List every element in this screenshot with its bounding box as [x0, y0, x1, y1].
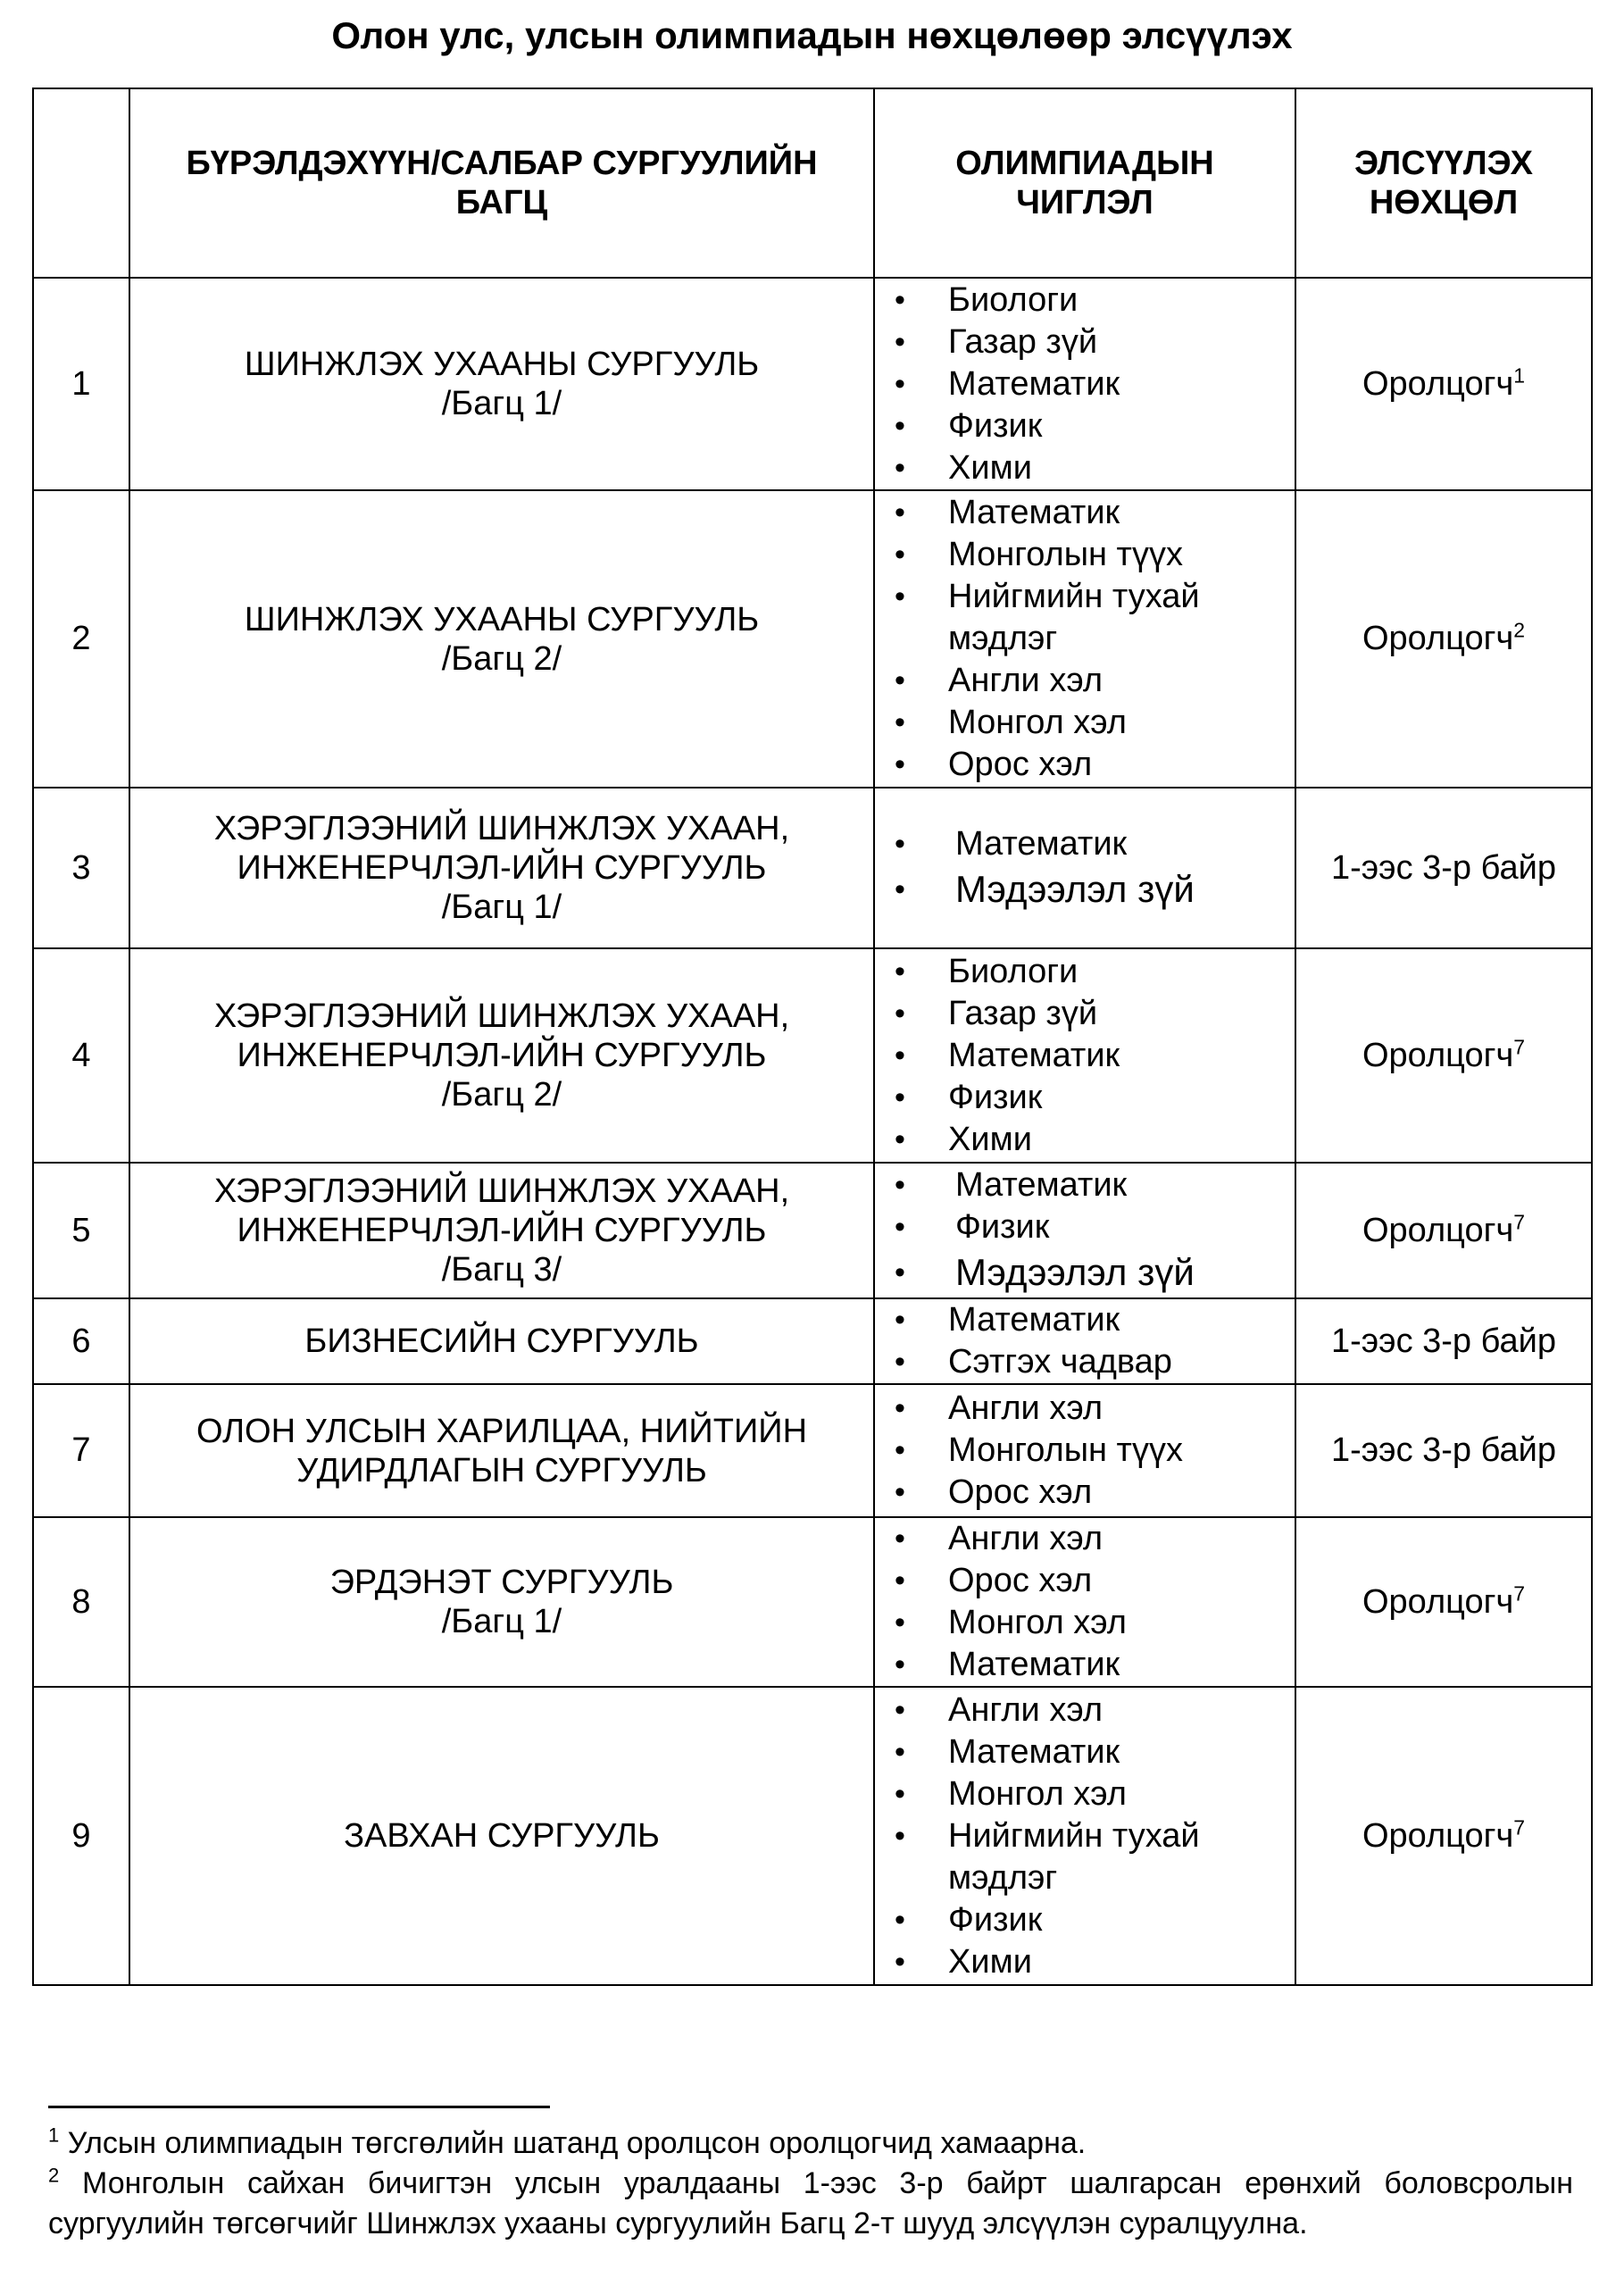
footnote-ref: 7	[1513, 1815, 1526, 1839]
header-condition	[1295, 88, 1592, 278]
subjects-cell	[874, 948, 1295, 1163]
condition-text: 1-ээс 3-р байр	[1331, 1322, 1556, 1360]
header-condition-line: НӨХЦӨЛ	[1369, 184, 1519, 221]
table-row	[33, 948, 1592, 1163]
subject-item: • Орос хэл	[875, 1472, 1295, 1514]
school-name-line: /Багц 2/	[441, 1076, 562, 1114]
condition-cell	[1295, 1384, 1592, 1517]
school-name-line: ХЭРЭГЛЭЭНИЙ ШИНЖЛЭХ УХААН,	[213, 810, 790, 847]
table-row	[33, 1298, 1592, 1384]
page-title: Олон улс, улсын олимпиадын нөхцөлөөр элсүүлэх	[331, 14, 1293, 56]
row-number: 6	[33, 1298, 129, 1384]
condition-cell	[1295, 1687, 1592, 1985]
header-subjects-line: ОЛИМПИАДЫН	[955, 145, 1214, 182]
subjects-cell	[874, 490, 1295, 788]
subject-list	[875, 1299, 1295, 1383]
subject-item: • Монголын түүх	[875, 534, 1295, 576]
subject-list	[875, 279, 1295, 489]
footnote-ref: 7	[1513, 1209, 1526, 1233]
school-name-line: ИНЖЕНЕРЧЛЭЛ-ИЙН СУРГУУЛЬ	[237, 1212, 767, 1249]
footnote-1	[48, 2123, 1573, 2164]
condition-text: Оролцогч	[1362, 1816, 1514, 1855]
school-cell	[129, 1163, 874, 1298]
school-cell	[129, 788, 874, 948]
footnote-ref: 1	[1513, 363, 1526, 387]
table-row	[33, 788, 1592, 948]
condition-text: Оролцогч	[1362, 1582, 1514, 1621]
footnote-mark: 1	[48, 2123, 60, 2147]
condition-cell	[1295, 1517, 1592, 1687]
school-name-line: ИНЖЕНЕРЧЛЭЛ-ИЙН СУРГУУЛЬ	[237, 1037, 767, 1074]
footnote-mark: 2	[48, 2164, 60, 2187]
school-name-line: ОЛОН УЛСЫН ХАРИЛЦАА, НИЙТИЙН	[196, 1412, 808, 1450]
row-number: 2	[33, 490, 129, 788]
condition-text: 1-ээс 3-р байр	[1331, 848, 1556, 887]
condition-text: Оролцогч	[1362, 1036, 1514, 1074]
school-cell	[129, 1517, 874, 1687]
subject-item: • Хими	[875, 447, 1295, 489]
condition-text: Оролцогч	[1362, 620, 1514, 657]
subject-item: • Биологи	[875, 279, 1295, 321]
school-name-line: /Багц 1/	[441, 385, 562, 422]
school-cell	[129, 490, 874, 788]
table-row	[33, 1163, 1592, 1298]
subject-item: • Математик	[875, 823, 1295, 865]
row-number: 1	[33, 278, 129, 490]
subject-item: • Газар зүй	[875, 993, 1295, 1035]
school-name-line: БИЗНЕСИЙН СУРГУУЛЬ	[304, 1322, 699, 1360]
subject-item: • Нийгмийн тухай мэдлэг	[875, 1815, 1295, 1899]
header-number	[33, 88, 129, 278]
subject-item: • Монгол хэл	[875, 1773, 1295, 1815]
school-name-line: ЭРДЭНЭТ СУРГУУЛЬ	[329, 1564, 674, 1601]
subject-item: • Физик	[875, 1899, 1295, 1941]
header-row	[33, 88, 1592, 278]
school-name-line: /Багц 3/	[441, 1251, 562, 1289]
subject-item: • Монголын түүх	[875, 1430, 1295, 1472]
school-name-line: УДИРДЛАГЫН СУРГУУЛЬ	[296, 1451, 707, 1489]
row-number: 4	[33, 948, 129, 1163]
school-name-line: /Багц 2/	[441, 639, 562, 678]
condition-cell	[1295, 278, 1592, 490]
school-name-line: /Багц 1/	[441, 889, 562, 926]
school-name-line: /Багц 1/	[441, 1603, 562, 1640]
subject-item: • Математик	[875, 1731, 1295, 1773]
footnote-divider	[48, 2106, 550, 2108]
subject-item: • Математик	[875, 1164, 1295, 1206]
subject-list	[875, 823, 1295, 914]
subject-list	[875, 1164, 1295, 1297]
subject-item: • Физик	[875, 1077, 1295, 1119]
subjects-cell	[874, 1163, 1295, 1298]
subject-item: • Англи хэл	[875, 660, 1295, 702]
subject-item: • Мэдээлэл зүй	[875, 1248, 1295, 1297]
subject-item: • Нийгмийн тухай мэдлэг	[875, 576, 1295, 660]
subject-item: • Физик	[875, 1206, 1295, 1248]
subjects-cell	[874, 1384, 1295, 1517]
condition-cell	[1295, 1163, 1592, 1298]
footnote-2	[48, 2164, 1573, 2244]
table-row	[33, 490, 1592, 788]
condition-text: Оролцогч	[1362, 364, 1514, 403]
subject-list	[875, 951, 1295, 1161]
row-number: 3	[33, 788, 129, 948]
table-row	[33, 1384, 1592, 1517]
subject-item: • Хими	[875, 1119, 1295, 1161]
subject-item: • Математик	[875, 492, 1295, 534]
subject-item: • Монгол хэл	[875, 1602, 1295, 1644]
subjects-cell	[874, 1298, 1295, 1384]
row-number: 8	[33, 1517, 129, 1687]
school-cell	[129, 948, 874, 1163]
subject-list	[875, 1388, 1295, 1514]
subject-item: • Англи хэл	[875, 1388, 1295, 1430]
school-name-line: ШИНЖЛЭХ УХААНЫ СУРГУУЛЬ	[244, 600, 760, 638]
subject-list	[875, 1689, 1295, 1983]
footnote-ref: 7	[1513, 1581, 1526, 1605]
school-name-line: ШИНЖЛЭХ УХААНЫ СУРГУУЛЬ	[244, 346, 760, 383]
subject-item: • Газар зүй	[875, 321, 1295, 363]
subject-item: • Монгол хэл	[875, 702, 1295, 744]
subject-item: • Математик	[875, 1035, 1295, 1077]
condition-text: Оролцогч	[1362, 1211, 1514, 1249]
school-name-line: ХЭРЭГЛЭЭНИЙ ШИНЖЛЭХ УХААН,	[213, 1172, 790, 1210]
subject-item: • Сэтгэх чадвар	[875, 1341, 1295, 1383]
subject-item: • Математик	[875, 363, 1295, 405]
row-number: 5	[33, 1163, 129, 1298]
school-cell	[129, 1384, 874, 1517]
table-row	[33, 1687, 1592, 1985]
subjects-cell	[874, 1517, 1295, 1687]
header-subjects-line: ЧИГЛЭЛ	[1016, 184, 1153, 221]
header-school	[129, 88, 874, 278]
table-row	[33, 278, 1592, 490]
condition-text: 1-ээс 3-р байр	[1331, 1431, 1556, 1469]
header-condition-line: ЭЛСҮҮЛЭХ	[1353, 145, 1534, 182]
school-cell	[129, 1298, 874, 1384]
admission-table	[32, 88, 1593, 1986]
subject-item: • Орос хэл	[875, 1560, 1295, 1602]
row-number: 9	[33, 1687, 129, 1985]
condition-cell	[1295, 788, 1592, 948]
subject-item: • Хими	[875, 1941, 1295, 1983]
condition-cell	[1295, 490, 1592, 788]
condition-cell	[1295, 1298, 1592, 1384]
footnotes	[48, 2123, 1573, 2244]
school-name-line: ЗАВХАН СУРГУУЛЬ	[344, 1817, 660, 1855]
subject-item: • Физик	[875, 405, 1295, 447]
school-name-line: ХЭРЭГЛЭЭНИЙ ШИНЖЛЭХ УХААН,	[213, 997, 790, 1035]
table-body	[33, 278, 1592, 1985]
subject-item: • Англи хэл	[875, 1518, 1295, 1560]
subject-item: • Мэдээлэл зүй	[875, 865, 1295, 914]
school-cell	[129, 278, 874, 490]
subject-item: • Математик	[875, 1299, 1295, 1341]
subjects-cell	[874, 278, 1295, 490]
footnote-ref: 7	[1513, 1034, 1526, 1058]
subjects-cell	[874, 1687, 1295, 1985]
table-row	[33, 1517, 1592, 1687]
header-school-line: БАГЦ	[455, 184, 548, 221]
subject-item: • Математик	[875, 1644, 1295, 1686]
subjects-cell	[874, 788, 1295, 948]
subject-list	[875, 492, 1295, 786]
school-cell	[129, 1687, 874, 1985]
header-school-line: БҮРЭЛДЭХҮҮН/САЛБАР СУРГУУЛИЙН	[186, 145, 818, 182]
footnote-text: Улсын олимпиадын төгсгөлийн шатанд оролцсон оролцогчид хамаарна.	[67, 2126, 1087, 2160]
condition-cell	[1295, 948, 1592, 1163]
row-number: 7	[33, 1384, 129, 1517]
subject-item: • Биологи	[875, 951, 1295, 993]
subject-item: • Англи хэл	[875, 1689, 1295, 1731]
footnote-text: Монголын сайхан бичигтэн улсын уралдааны 1-ээс 3-р байрт шалгарсан ерөнхий боловсролын сургуулийн төгсөгчийг Шинжлэх ухааны сургуулийн Багц 2-т шууд элсүүлэн суралцуулна.	[48, 2166, 1574, 2240]
subject-list	[875, 1518, 1295, 1686]
subject-item: • Орос хэл	[875, 744, 1295, 786]
footnote-ref: 2	[1513, 618, 1526, 642]
school-name-line: ИНЖЕНЕРЧЛЭЛ-ИЙН СУРГУУЛЬ	[237, 849, 767, 887]
header-subjects	[874, 88, 1295, 278]
